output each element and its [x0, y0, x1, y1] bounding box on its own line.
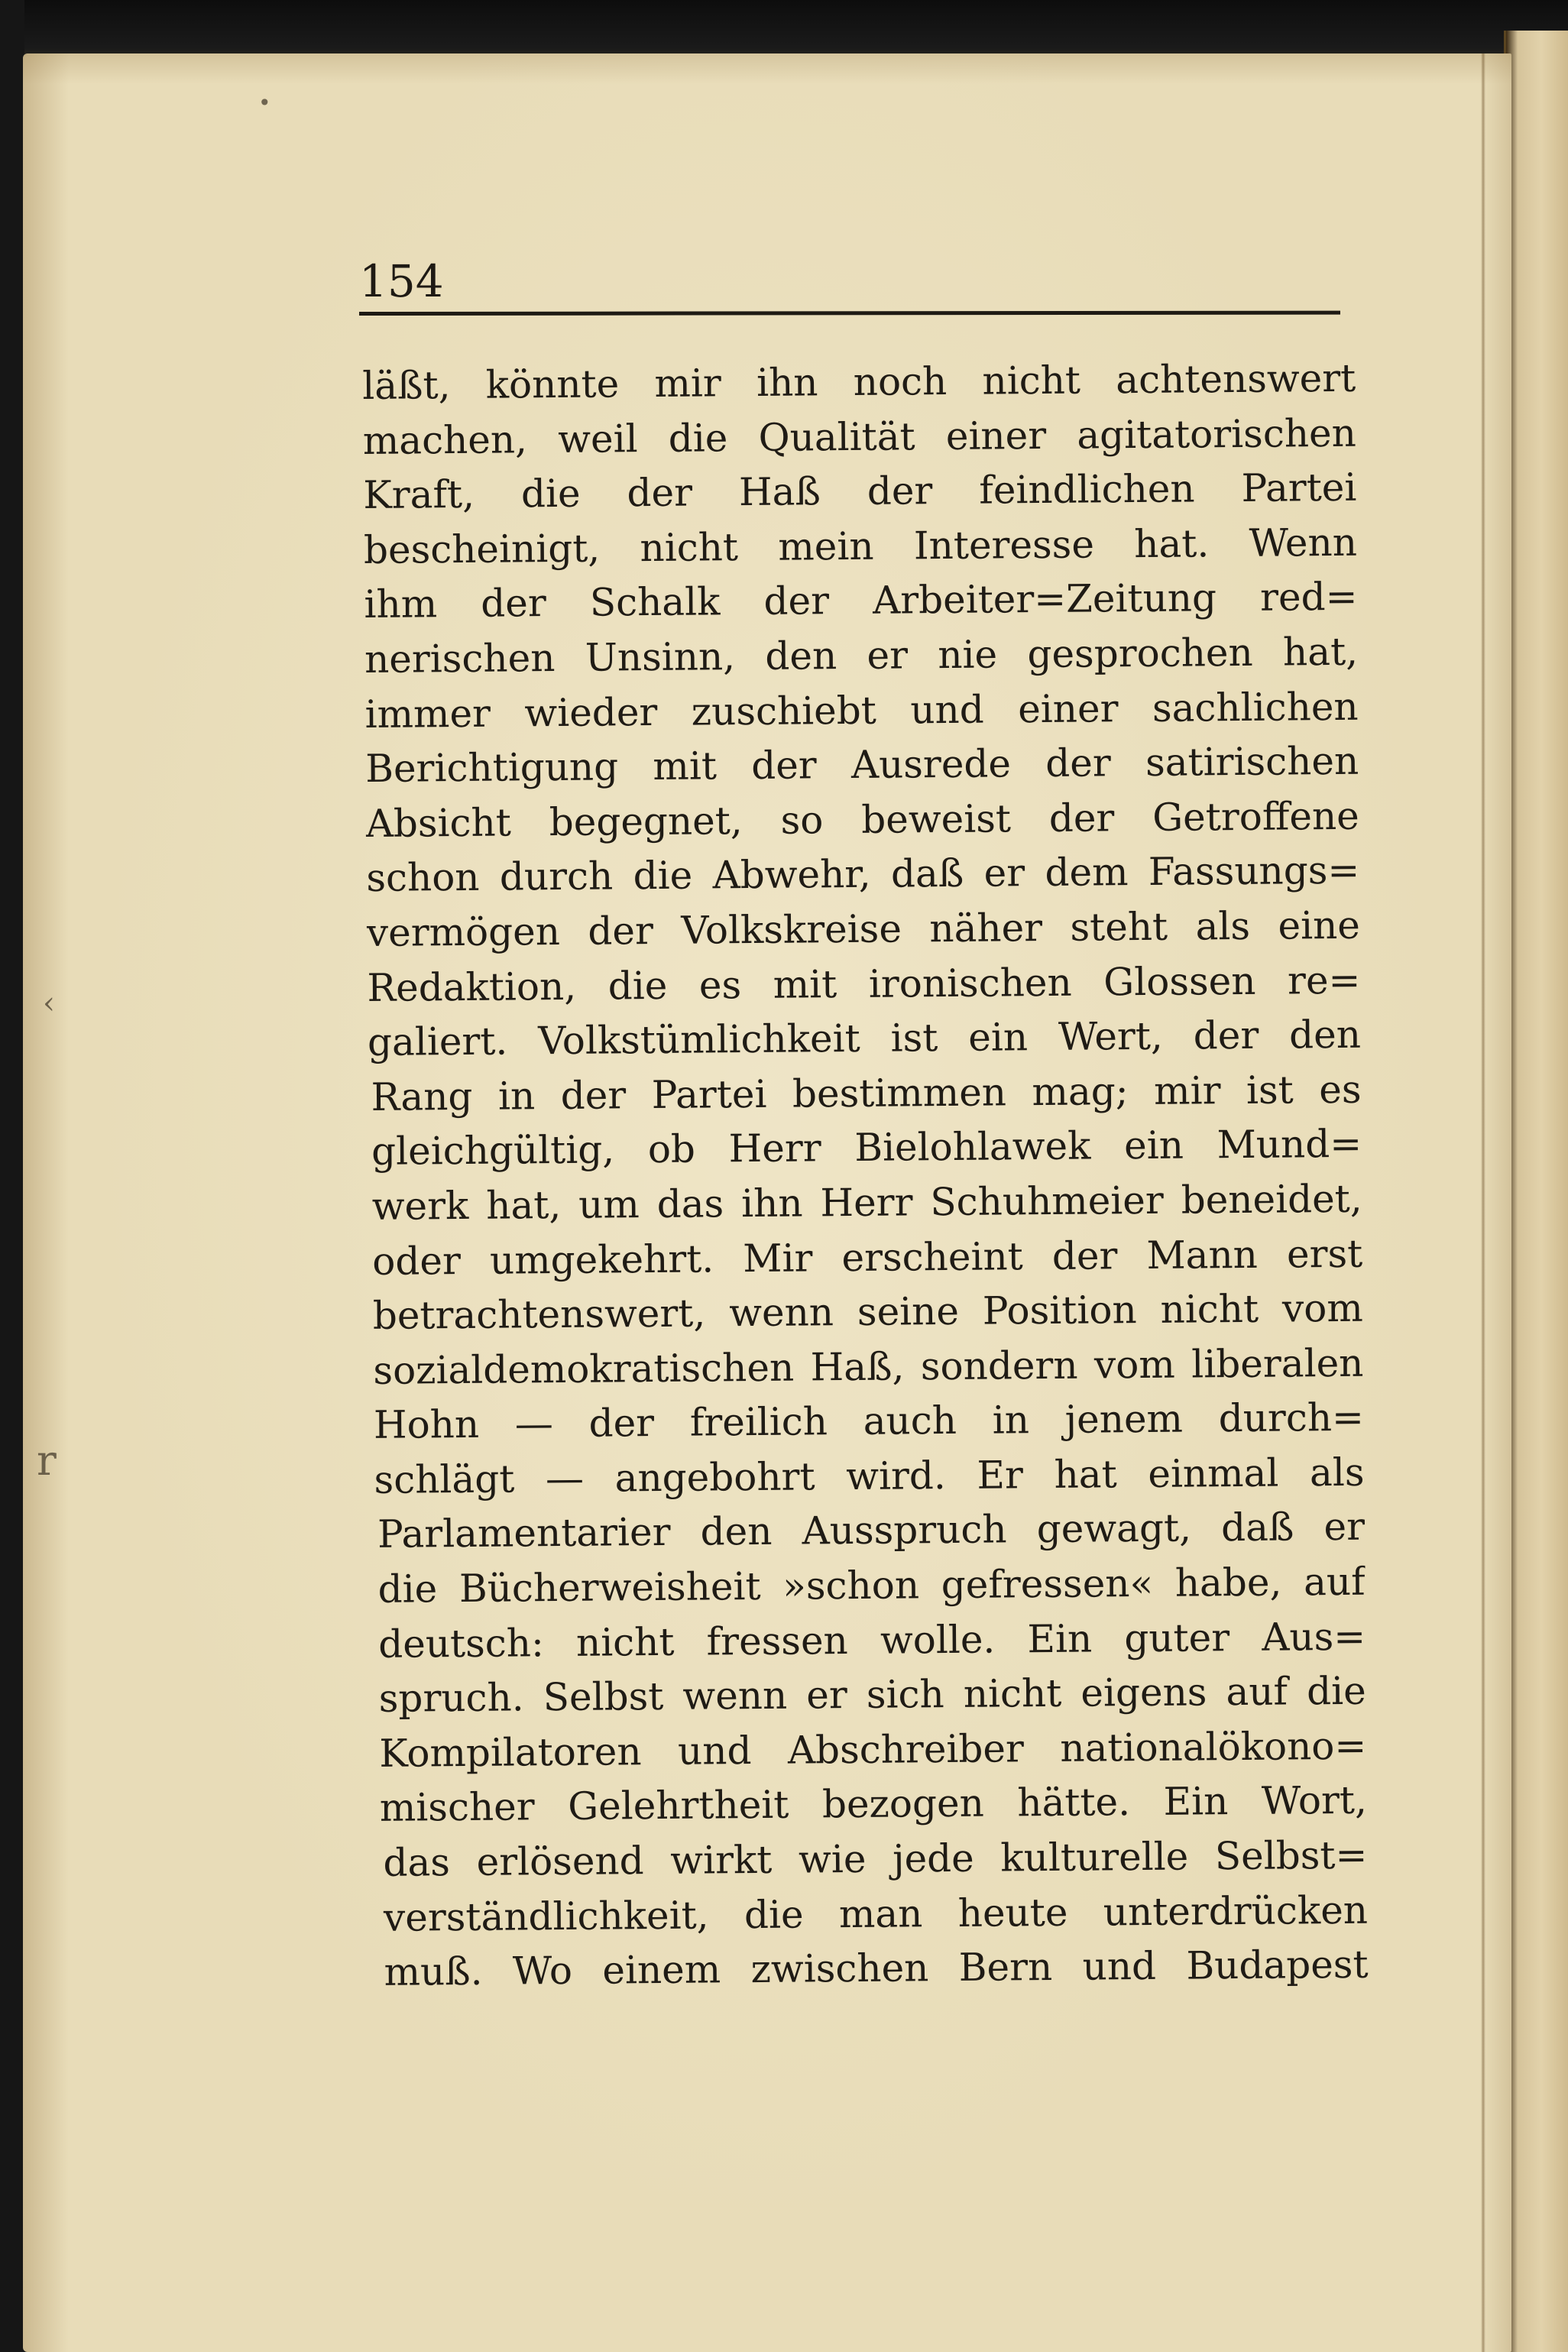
text-line: bescheinigt, nicht mein Interesse hat. Wenn: [363, 520, 1358, 572]
text-line: galiert. Volkstümlichkeit ist ein Wert, der den: [367, 1012, 1362, 1065]
scan-left-edge: [0, 0, 24, 2352]
text-line: Parlamentarier den Ausspruch gewagt, daß er: [377, 1505, 1366, 1557]
text-line: Redaktion, die es mit ironischen Glossen re=: [367, 957, 1361, 1010]
text-line: deutsch: nicht fressen wolle. Ein guter Aus=: [377, 1614, 1366, 1667]
paper-speck: •: [258, 90, 271, 115]
text-line: machen, weil die Qualität einer agitatorischen: [362, 410, 1357, 463]
text-line: schlägt — angebohrt wird. Er hat einmal als: [374, 1450, 1365, 1502]
paper-speck: ‹: [43, 986, 55, 1021]
text-line: betrachtenswert, wenn seine Position nicht vom: [372, 1285, 1364, 1339]
text-line: verständlichkeit, die man heute unterdrücken: [383, 1887, 1369, 1940]
text-line: sozialdemokratischen Haß, sondern vom liberalen: [373, 1340, 1364, 1393]
text-line: muß. Wo einem zwischen Bern und Budapest: [384, 1942, 1369, 1995]
adjacent-page-edge: [1504, 31, 1568, 2352]
text-line: Hohn — der freilich auch in jenem durch=: [373, 1395, 1365, 1448]
text-line: oder umgekehrt. Mir erscheint der Mann erst: [372, 1231, 1363, 1284]
text-line: Kompilatoren und Abschreiber nationalökono=: [379, 1723, 1367, 1776]
text-line: spruch. Selbst wenn er sich nicht eigens auf die: [378, 1668, 1366, 1722]
page-number: 154: [359, 255, 444, 307]
text-line: werk hat, um das ihn Herr Schuhmeier beneidet,: [371, 1176, 1362, 1229]
text-line: nerischen Unsinn, den er nie gesprochen hat,: [364, 629, 1359, 682]
text-line: läßt, könnte mir ihn noch nicht achtenswert: [362, 355, 1356, 408]
text-line: Absicht begegnet, so beweist der Getroffene: [365, 793, 1359, 846]
text-line: das erlösend wirkt wie jede kulturelle Selbst=: [383, 1832, 1368, 1885]
text-line: mischer Gelehrtheit bezogen hätte. Ein Wort,: [379, 1778, 1368, 1831]
page-gutter: [1481, 53, 1485, 2352]
paper-speck: r: [37, 1437, 57, 1485]
text-line: ihm der Schalk der Arbeiter=Zeitung red=: [364, 575, 1358, 627]
text-line: Rang in der Partei bestimmen mag; mir ist es: [371, 1067, 1362, 1119]
text-line: Kraft, die der Haß der feindlichen Partei: [363, 465, 1357, 518]
scan-top-edge: [0, 0, 1568, 60]
text-line: vermögen der Volkskreise näher steht als eine: [366, 902, 1361, 955]
text-line: die Bücherweisheit »schon gefressen« habe, auf: [377, 1559, 1366, 1612]
text-line: Berichtigung mit der Ausrede der satirischen: [364, 738, 1359, 792]
text-line: gleichgültig, ob Herr Bielohlawek ein Mund=: [371, 1122, 1362, 1174]
text-line: schon durch die Abwehr, daß er dem Fassungs=: [366, 848, 1360, 901]
body-text: [362, 352, 1369, 2000]
text-line: immer wieder zuschiebt und einer sachlichen: [364, 684, 1359, 737]
